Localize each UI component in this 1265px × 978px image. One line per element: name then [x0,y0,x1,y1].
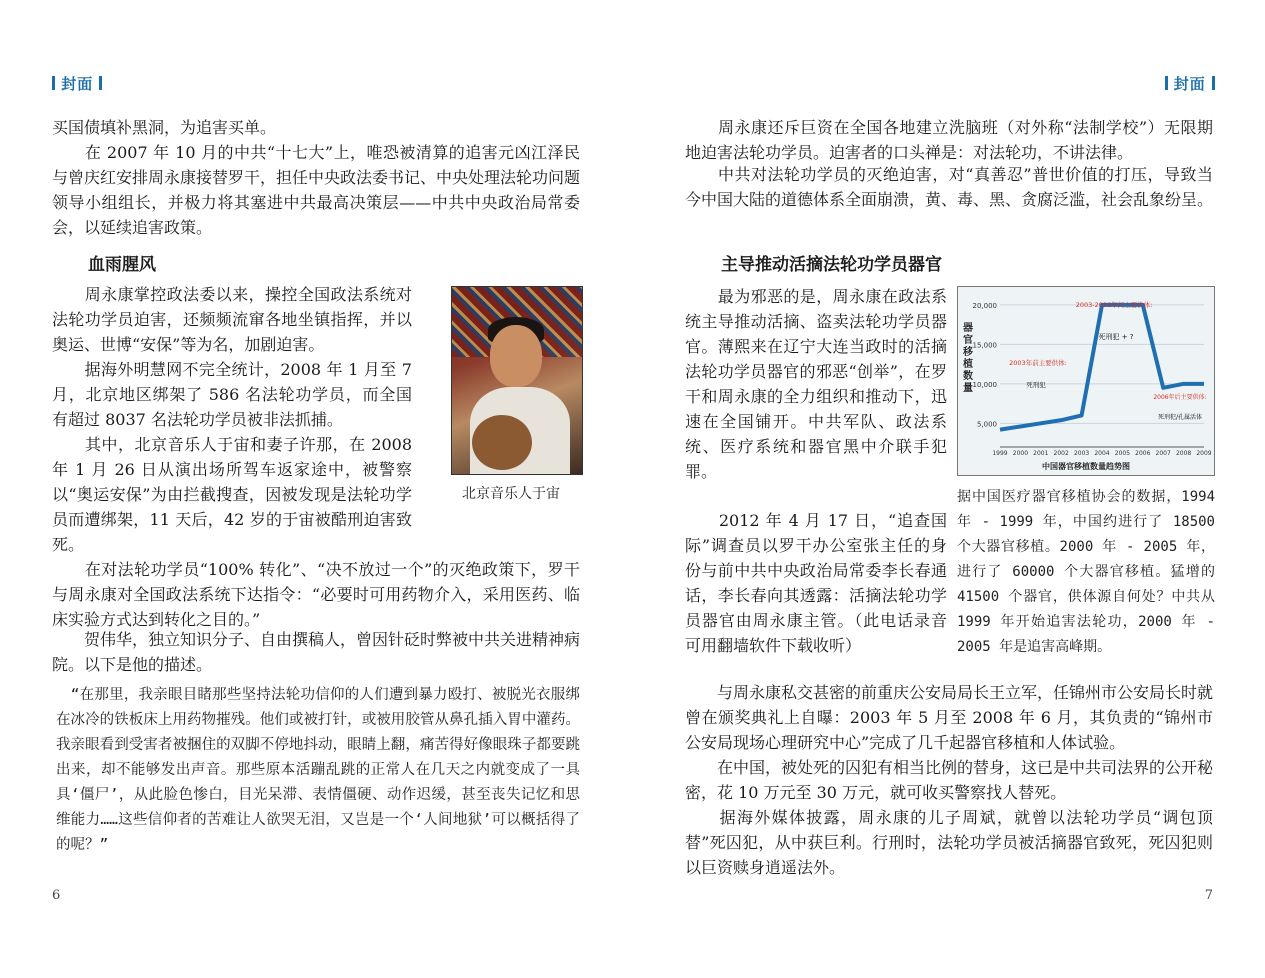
photo-caption: 北京音乐人于宙 [462,486,560,502]
chart-caption: 据中国医疗器官移植协会的数据，1994 年 - 1999 年，中国约进行了 18500 个大器官移植。2000 年 - 2005 年，进行了 60000 个大器官移植。猛增的 41500 个器官，供体源自何处？中共从 1999 年开始追害法轮功，2000 年 - 2005 年是追害高峰期。 [957,489,1215,655]
section-tag: 封面 [1165,73,1215,94]
x-tick-label: 2009 [1196,450,1212,457]
section-heading: 血雨腥风 [88,255,156,275]
chart-y-axis-label: 器官移植数量 [963,323,973,394]
section-tag: 封面 [52,73,102,94]
chart-title: 中国器官移植数量趋势图 [1042,462,1130,471]
series-line [1000,305,1207,430]
section-heading: 主导推动活摘法轮功学员器官 [721,255,942,275]
organ-transplant-chart [957,286,1215,476]
paragraph: 在对法轮功学员“100% 转化”、“决不放过一个”的灭绝政策下，罗干与周永康对全国政法系统下达指令：“必要时可用药物介入，采用医药、临床实验方式达到转化之目的。” [52,560,580,629]
left-page [0,0,632,978]
x-tick-label: 2003 [1073,450,1090,457]
paragraph: 在中国，被处死的囚犯有相当比例的替身，这已是中共司法界的公开秘密，花 10 万元至 30 万元，就可收买警察找人替死。 [685,758,1214,802]
paragraph: 其中，北京音乐人于宙和妻子许那，在 2008 年 1 月 26 日从演出场所驾车返家途中，被警察以“奥运安保”为由拦截搜查，因被发现是法轮功学员而遭绑架，11 天后，42 岁的于宙被酷刑迫害致死。 [52,435,412,554]
x-tick-label: 2001 [1033,450,1049,457]
page-number: 7 [1204,888,1213,903]
x-tick-label: 2004 [1094,450,1110,457]
x-tick-label: 2000 [1012,450,1029,457]
x-tick-label: 2008 [1175,450,1192,457]
paragraph: 在 2007 年 10 月的中共“十七大”上，唯恐被清算的追害元凶江泽民与曾庆红安排周永康接替罗干，担任中央政法委书记、中央处理法轮功问题领导小组组长，并极力将其塞进中共最高决策层——中共中央政治局常委会，以延续追害政策。 [52,143,581,237]
annotation-label: 2006年后主要供体: [1153,394,1207,401]
x-tick-label: 2007 [1155,450,1171,457]
annotation-sub: 死刑犯/孔属活体 [1157,414,1203,421]
paragraph: 2012 年 4 月 17 日，“追查国际”调查员以罗干办公室张主任的身份与前中共中央政治局常委李长春通话，李长春向其透露：活摘法轮功学员器官由周永康主管。（此电话录音可用翻墙软件下载收听） [685,511,947,655]
paragraph: 最为邪恶的是，周永康在政法系统主导推动活摘、盗卖法轮功学员器官。薄熙来在辽宁大连当政时的活摘法轮功学员器官的邪恶“创举”，在罗干和周永康的全力组织和推动下，迅速在全国铺开。中共军队、政法系统、医疗系统和器官黑中介联手犯罪。 [685,287,947,481]
annotation-label: 2003年前主要供体: [1009,359,1067,367]
y-tick-label: 20,000 [972,301,997,310]
paragraph: 周永康掌控政法委以来，操控全国政法系统对法轮功学员迫害，还频频流窜各地坐镇指挥，并以奥运、世博“安保”等为名，加剧迫害。 [52,285,412,354]
paragraph: 买国债填补黑洞，为追害买单。 [52,118,277,137]
annotation-label: 2003-2006年间主要供体: [1075,301,1153,309]
portrait-photo [451,286,583,475]
annotation-sub: 死刑犯 + ? [1098,333,1134,341]
paragraph: 中共对法轮功学员的灭绝迫害，对“真善忍”普世价值的打压，导致当今中国大陆的道德体系全面崩溃，黄、毒、黑、贪腐泛滥，社会乱象纷呈。 [685,165,1214,209]
chart-canvas [958,287,1214,475]
y-tick-label: 15,000 [972,341,997,350]
y-tick-label: 5,000 [976,420,997,429]
paragraph: 贺伟华，独立知识分子、自由撰稿人，曾因针砭时弊被中共关进精神病院。以下是他的描述。 [52,630,581,674]
annotation-sub: 死刑犯 [1026,381,1046,389]
paragraph: 据海外明慧网不完全统计，2008 年 1 月至 7 月，北京地区绑架了 586 名法轮功学员，而全国有超过 8037 名法轮功学员被非法抓捕。 [52,360,412,429]
x-tick-label: 2005 [1114,450,1131,457]
paragraph: 周永康还斥巨资在全国各地建立洗脑班（对外称“法制学校”）无限期地迫害法轮功学员。迫害者的口头禅是：对法轮功，不讲法律。 [685,118,1213,162]
x-tick-label: 2002 [1053,450,1069,457]
paragraph: 与周永康私交甚密的前重庆公安局局长王立军，任锦州市公安局长时就曾在颁奖典礼上自曝：2003 年 5 月至 2008 年 6 月，其负责的“锦州市公安局现场心理研究中心”完成了几千起器官移植和人体试验。 [685,683,1214,752]
y-tick-label: 10,000 [972,380,997,389]
quote-block: “在那里，我亲眼目睹那些坚持法轮功信仰的人们遭到暴力殴打、被脱光衣服绑在冰冷的铁板床上用药物摧残。他们或被打针，或被用胶管从鼻孔插入胃中灌药。我亲眼看到受害者被捆住的双脚不停地抖动，眼睛上翻，痛苦得好像眼珠子都要跳出来，却不能够发出声音。那些原本活蹦乱跳的正常人在几天之内就变成了一具具‘僵尸’，从此脸色惨白，目光呆滞、表情僵硬、动作迟缓，甚至丧失记忆和思维能力……这些信仰者的苦难让人欲哭无泪，又岂是一个‘人间地狱’可以概括得了的呢？” [56,687,580,853]
x-tick-label: 2006 [1135,450,1151,457]
x-tick-label: 1999 [992,450,1008,457]
paragraph: 据海外媒体披露，周永康的儿子周斌，就曾以法轮功学员“调包顶替”死囚犯，从中获巨利。行刑时，法轮功学员被活摘器官致死，死囚犯则以巨资赎身逍遥法外。 [685,808,1213,877]
right-page [633,0,1265,978]
page-number: 6 [52,888,61,903]
